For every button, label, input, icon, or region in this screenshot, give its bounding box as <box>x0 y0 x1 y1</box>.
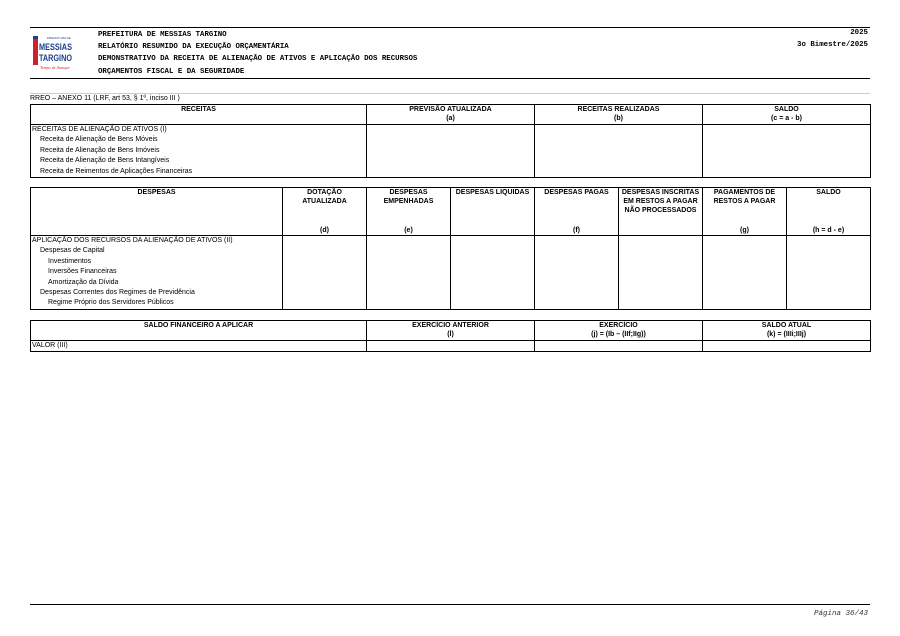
despesas-col-header <box>31 188 283 236</box>
despesas-cell <box>787 278 871 288</box>
despesas-cell <box>619 278 703 288</box>
despesas-cell <box>787 298 871 309</box>
report-caption: RREO – ANEXO 11 (LRF, art 53, § 1º, inciso III ) <box>30 95 180 102</box>
receitas-cell <box>367 135 535 145</box>
despesas-row-label: Amortização da Dívida <box>31 278 283 288</box>
despesas-cell <box>283 267 367 277</box>
despesas-cell <box>367 236 451 247</box>
footer-rule <box>30 604 870 605</box>
saldo-cell <box>703 341 871 352</box>
despesas-cell <box>619 257 703 267</box>
despesas-cell <box>787 288 871 298</box>
receitas-cell <box>535 125 703 136</box>
despesas-cell <box>367 246 451 256</box>
despesas-cell <box>703 288 787 298</box>
receitas-row <box>31 146 871 156</box>
receitas-cell <box>535 156 703 166</box>
receitas-col-header <box>535 105 703 125</box>
saldo-cell <box>535 341 703 352</box>
despesas-cell <box>451 257 535 267</box>
header-entity: PREFEITURA DE MESSIAS TARGINO <box>98 31 227 39</box>
despesas-cell <box>535 278 619 288</box>
receitas-cell <box>367 125 535 136</box>
page-number: Página 36/43 <box>813 610 868 618</box>
despesas-cell <box>451 278 535 288</box>
despesas-col-header <box>535 188 619 236</box>
header-top-rule <box>30 27 870 28</box>
despesas-cell <box>367 257 451 267</box>
despesas-col-sub: (f) <box>573 227 580 234</box>
receitas-cell <box>535 135 703 145</box>
receitas-col-sub: (a) <box>446 115 455 122</box>
saldo-col-label: SALDO FINANCEIRO A APLICAR <box>143 322 254 329</box>
receitas-cell <box>535 146 703 156</box>
saldo-col-header <box>703 321 871 341</box>
receitas-cell <box>367 167 535 178</box>
despesas-col-label: DESPESAS LIQUIDAS <box>455 189 530 196</box>
despesas-cell <box>703 236 787 247</box>
receitas-cell <box>535 167 703 178</box>
receitas-row <box>31 156 871 166</box>
despesas-cell <box>703 257 787 267</box>
despesas-cell <box>619 246 703 256</box>
despesas-col-header <box>367 188 451 236</box>
saldo-col-header <box>535 321 703 341</box>
despesas-cell <box>703 298 787 309</box>
despesas-cell <box>619 236 703 247</box>
despesas-cell <box>367 298 451 309</box>
despesas-col-label: DESPESAS EMPENHADAS <box>383 189 434 205</box>
despesas-col-header <box>451 188 535 236</box>
despesas-col-header <box>283 188 367 236</box>
receitas-cell <box>367 146 535 156</box>
despesas-row-label: Regime Próprio dos Servidores Públicos <box>31 298 283 309</box>
saldo-row <box>31 341 871 352</box>
despesas-col-label: SALDO <box>816 189 841 196</box>
despesas-col-header <box>703 188 787 236</box>
despesas-row-label: Despesas Correntes dos Regimes de Previdência <box>31 288 283 298</box>
receitas-body <box>31 125 871 178</box>
receitas-col-label: PREVISÃO ATUALIZADA <box>409 106 492 113</box>
logo-slogan: Tempo de Avançar <box>40 65 71 70</box>
despesas-cell <box>451 267 535 277</box>
municipality-logo <box>31 35 73 73</box>
despesas-cell <box>283 298 367 309</box>
despesas-cell <box>367 267 451 277</box>
receitas-col-sub: (c = a - b) <box>771 115 802 122</box>
receitas-col-label: RECEITAS REALIZADAS <box>577 106 660 113</box>
receitas-header-row <box>31 105 871 125</box>
despesas-cell <box>619 298 703 309</box>
despesas-body <box>31 236 871 310</box>
despesas-row-label: Investimentos <box>31 257 283 267</box>
logo-line2: TARGINO <box>39 53 72 63</box>
despesas-row <box>31 267 871 277</box>
despesas-row <box>31 288 871 298</box>
despesas-cell <box>451 246 535 256</box>
despesas-cell <box>535 288 619 298</box>
receitas-table <box>30 104 871 178</box>
despesas-table <box>30 187 871 310</box>
despesas-cell <box>787 267 871 277</box>
despesas-cell <box>451 288 535 298</box>
header-report: RELATÓRIO RESUMIDO DA EXECUÇÃO ORÇAMENTÁRIA <box>98 43 289 51</box>
receitas-col-label: RECEITAS <box>181 106 216 113</box>
saldo-col-sub: (k) = (IIIi;IIIj) <box>766 331 807 338</box>
despesas-row-label: Despesas de Capital <box>31 246 283 256</box>
receitas-col-header <box>703 105 871 125</box>
despesas-col-sub: (d) <box>320 227 329 234</box>
saldo-col-label: EXERCÍCIO <box>599 322 638 329</box>
saldo-row-label: VALOR (III) <box>31 341 367 352</box>
despesas-cell <box>535 246 619 256</box>
despesas-cell <box>451 298 535 309</box>
saldo-table <box>30 320 871 352</box>
receitas-cell <box>703 167 871 178</box>
receitas-row-label: Receita de Alienação de Bens Intangíveis <box>31 156 367 166</box>
despesas-cell <box>703 246 787 256</box>
receitas-row <box>31 125 871 136</box>
receitas-col-sub: (b) <box>614 115 623 122</box>
receitas-cell <box>703 125 871 136</box>
despesas-cell <box>703 278 787 288</box>
receitas-row <box>31 135 871 145</box>
despesas-cell <box>703 267 787 277</box>
receitas-row-label: RECEITAS DE ALIENAÇÃO DE ATIVOS (I) <box>31 125 367 136</box>
despesas-cell <box>535 267 619 277</box>
saldo-col-sub: (j) = (Ib – (IIf;IIg)) <box>591 331 646 338</box>
despesas-col-header <box>787 188 871 236</box>
header-statement: DEMONSTRATIVO DA RECEITA DE ALIENAÇÃO DE ATIVOS E APLICAÇÃO DOS RECURSOS <box>98 55 418 63</box>
despesas-cell <box>787 246 871 256</box>
despesas-cell <box>619 267 703 277</box>
receitas-row-label: Receita de Alienação de Bens Imóveis <box>31 146 367 156</box>
despesas-cell <box>535 298 619 309</box>
despesas-col-label: DOTAÇÃO ATUALIZADA <box>302 189 347 205</box>
header-budgets: ORÇAMENTOS FISCAL E DA SEGURIDADE <box>98 68 245 76</box>
receitas-cell <box>703 146 871 156</box>
saldo-col-label: EXERCÍCIO ANTERIOR <box>412 322 489 329</box>
saldo-header-row <box>31 321 871 341</box>
receitas-row-label: Receita de Reimentos de Aplicações Financeiras <box>31 167 367 178</box>
despesas-cell <box>283 278 367 288</box>
receitas-row <box>31 167 871 178</box>
despesas-cell <box>619 288 703 298</box>
saldo-cell <box>367 341 535 352</box>
saldo-col-label: SALDO ATUAL <box>761 322 812 329</box>
saldo-col-sub: (l) <box>447 331 454 338</box>
despesas-cell <box>283 288 367 298</box>
header-bottom-rule <box>30 78 870 79</box>
despesas-col-label: DESPESAS PAGAS <box>544 189 609 196</box>
despesas-col-sub: (e) <box>404 227 413 234</box>
despesas-row <box>31 278 871 288</box>
saldo-col-header <box>31 321 367 341</box>
logo-line1: MESSIAS <box>39 42 72 52</box>
logo-small-text: PREFEITURA DE <box>47 36 71 40</box>
despesas-row <box>31 257 871 267</box>
despesas-cell <box>787 236 871 247</box>
receitas-row-label: Receita de Alienação de Bens Móveis <box>31 135 367 145</box>
despesas-cell <box>451 236 535 247</box>
receitas-cell <box>703 135 871 145</box>
header-year: 2025 <box>850 29 868 37</box>
despesas-col-label: PAGAMENTOS DE RESTOS A PAGAR <box>713 189 776 205</box>
receitas-col-header <box>367 105 535 125</box>
despesas-col-header <box>619 188 703 236</box>
despesas-cell <box>367 288 451 298</box>
despesas-header-row <box>31 188 871 236</box>
despesas-cell <box>535 236 619 247</box>
despesas-col-label: DESPESAS <box>137 189 176 196</box>
despesas-row-label: APLICAÇÃO DOS RECURSOS DA ALIENAÇÃO DE ATIVOS (II) <box>31 236 283 247</box>
despesas-row <box>31 246 871 256</box>
despesas-cell <box>283 246 367 256</box>
saldo-body <box>31 341 871 352</box>
despesas-row <box>31 236 871 247</box>
receitas-col-header <box>31 105 367 125</box>
despesas-row <box>31 298 871 309</box>
despesas-cell <box>535 257 619 267</box>
despesas-cell <box>787 257 871 267</box>
receitas-cell <box>703 156 871 166</box>
saldo-col-header <box>367 321 535 341</box>
despesas-cell <box>367 278 451 288</box>
caption-rule <box>30 93 870 94</box>
despesas-cell <box>283 257 367 267</box>
receitas-col-label: SALDO <box>774 106 799 113</box>
header-period: 3o Bimestre/2025 <box>797 41 868 49</box>
despesas-cell <box>283 236 367 247</box>
despesas-col-label: DESPESAS INSCRITAS EM RESTOS A PAGAR NÃO PROCESSADOS <box>621 189 700 214</box>
receitas-cell <box>367 156 535 166</box>
despesas-col-sub: (h = d - e) <box>812 227 845 234</box>
despesas-col-sub: (g) <box>740 227 749 234</box>
despesas-row-label: Inversões Financeiras <box>31 267 283 277</box>
